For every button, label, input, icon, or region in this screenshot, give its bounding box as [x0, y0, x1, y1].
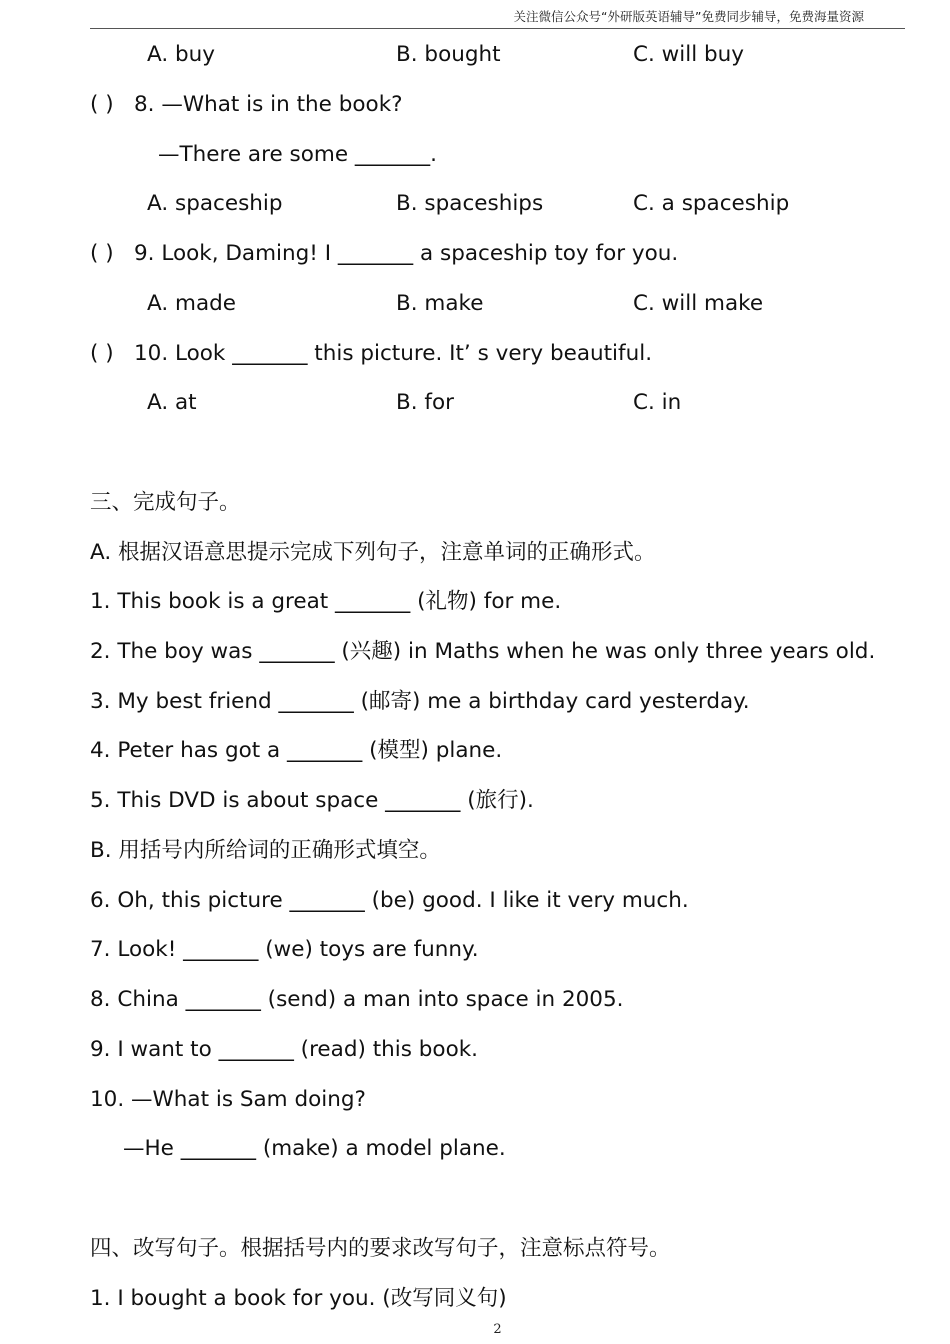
section-3-part-a: A. 根据汉语意思提示完成下列句子，注意单词的正确形式。 — [90, 540, 656, 565]
question-text: 10. Look _______ this picture. It’ s very beautiful. — [134, 341, 653, 366]
q10-option-c: C. in — [633, 390, 682, 415]
section-3-title: 三、完成句子。 — [90, 490, 241, 515]
section-4-title: 四、改写句子。根据括号内的要求改写句子，注意标点符号。 — [90, 1236, 671, 1261]
fill-item-2: 2. The boy was _______ (兴趣) in Maths when he was only three years old. — [90, 639, 876, 664]
q8-option-a: A. spaceship — [147, 191, 283, 216]
fill-item-5: 5. This DVD is about space _______ (旅行). — [90, 788, 534, 813]
q8-option-c: C. a spaceship — [633, 191, 790, 216]
answer-paren: ( ) — [90, 92, 114, 117]
fill-item-4: 4. Peter has got a _______ (模型) plane. — [90, 738, 503, 763]
q7-option-b: B. bought — [396, 42, 501, 67]
page-number: 2 — [493, 1322, 502, 1337]
fill-item-10: 10. —What is Sam doing? — [90, 1087, 366, 1112]
question-8-answer-line: —There are some _______. — [158, 142, 437, 167]
header-text: 关注微信公众号“外研版英语辅导”免费同步辅导，免费海量资源 — [513, 9, 864, 24]
answer-paren: ( ) — [90, 341, 114, 366]
rewrite-item-1: 1. I bought a book for you. (改写同义句) — [90, 1286, 507, 1311]
q9-option-c: C. will make — [633, 291, 764, 316]
q8-option-b: B. spaceships — [396, 191, 544, 216]
question-10 — [90, 339, 652, 369]
q10-option-b: B. for — [396, 390, 454, 415]
fill-item-7: 7. Look! _______ (we) toys are funny. — [90, 937, 479, 962]
q7-option-c: C. will buy — [633, 42, 745, 67]
fill-item-1: 1. This book is a great _______ (礼物) for me. — [90, 589, 562, 614]
section-3-part-b: B. 用括号内所给词的正确形式填空。 — [90, 838, 441, 863]
q7-option-a: A. buy — [147, 42, 215, 67]
q9-option-a: A. made — [147, 291, 236, 316]
q9-option-b: B. make — [396, 291, 484, 316]
fill-item-6: 6. Oh, this picture _______ (be) good. I like it very much. — [90, 888, 689, 913]
fill-item-9: 9. I want to _______ (read) this book. — [90, 1037, 479, 1062]
question-9 — [90, 239, 678, 269]
question-text: 8. —What is in the book? — [134, 92, 403, 117]
question-text: 9. Look, Daming! I _______ a spaceship toy for you. — [134, 241, 679, 266]
answer-paren: ( ) — [90, 241, 114, 266]
question-8 — [90, 90, 403, 120]
fill-item-8: 8. China _______ (send) a man into space in 2005. — [90, 987, 624, 1012]
header-rule — [90, 28, 905, 29]
fill-item-3: 3. My best friend _______ (邮寄) me a birthday card yesterday. — [90, 689, 750, 714]
fill-item-10-answer: —He _______ (make) a model plane. — [123, 1136, 506, 1161]
q10-option-a: A. at — [147, 390, 197, 415]
